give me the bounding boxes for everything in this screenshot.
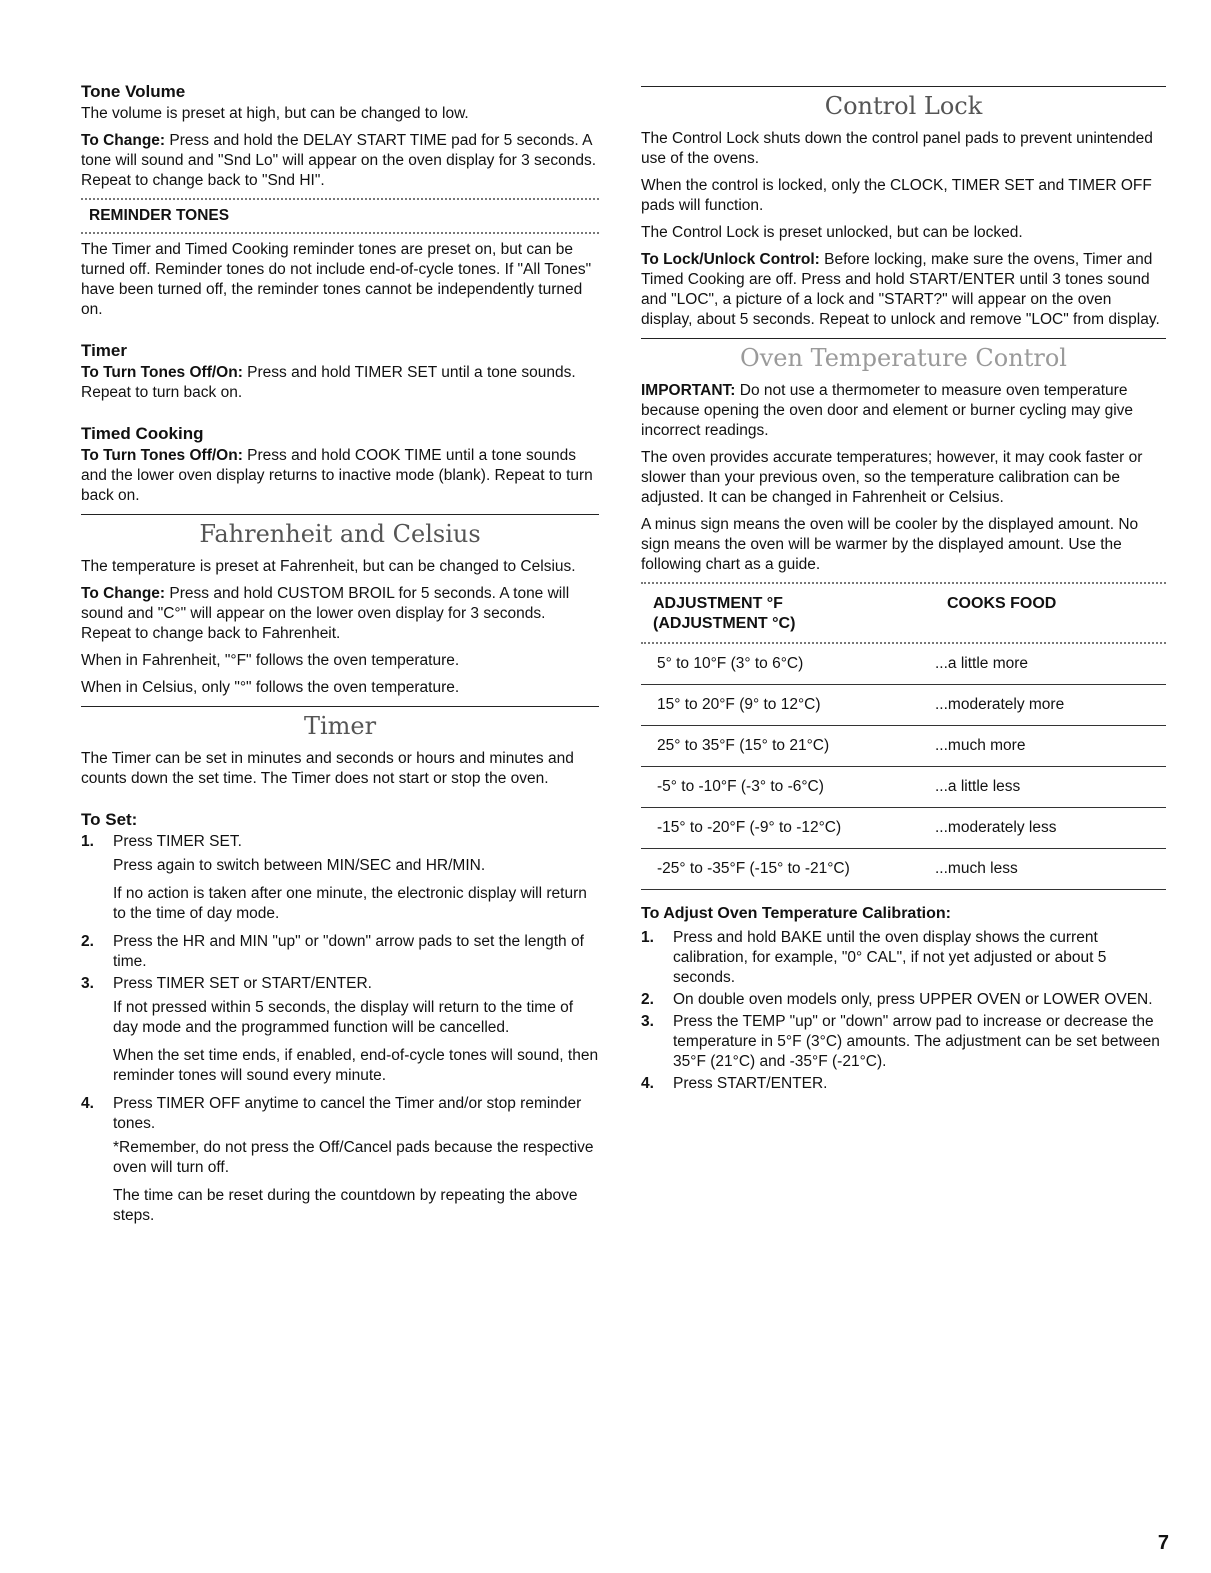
to-set-heading: To Set: <box>81 810 138 829</box>
timed-cooking-body: Press and hold COOK TIME until a tone sounds and the lower oven display returns to inactive mode (blank). Repeat to turn back on. <box>81 447 593 504</box>
step-text: Press TIMER SET. <box>113 833 242 850</box>
reminder-tones-heading: REMINDER TONES <box>89 207 230 224</box>
timer-tones-text <box>81 363 599 403</box>
right-column <box>641 82 1166 1096</box>
oven-temp-text-2: The oven provides accurate temperatures; however, it may cook faster or slower than your previous oven, so the temperature calibration can be adjusted. It can be changed in Fahrenheit or Celsius. <box>641 449 1143 506</box>
step-note: Press again to switch between MIN/SEC and HR/MIN. <box>113 857 486 874</box>
divider <box>81 198 599 200</box>
table-row <box>641 644 1166 685</box>
fahrenheit-note: When in Fahrenheit, "°F" follows the oven temperature. <box>81 652 460 669</box>
oven-temp-title: Oven Temperature Control <box>740 344 1067 372</box>
list-item <box>641 1074 1166 1094</box>
list-item <box>641 928 1166 988</box>
cooks-food-cell: ...much less <box>935 849 1166 890</box>
left-column <box>81 82 599 1234</box>
change-label: To Change: <box>81 132 166 149</box>
step-text: Press the TEMP "up" or "down" arrow pad to increase or decrease the temperature in 5°F (3°C) amounts. The adjustment can be set between 35°F (21°C) and -35°F (-21°C). <box>673 1013 1160 1070</box>
fahrenheit-text: The temperature is preset at Fahrenheit, but can be changed to Celsius. <box>81 558 576 575</box>
control-lock-instructions <box>641 250 1166 330</box>
adjustment-cell: -5° to -10°F (-3° to -6°C) <box>641 767 935 808</box>
timer-tones-heading: Timer <box>81 341 127 360</box>
step-text: Press TIMER OFF anytime to cancel the Timer and/or stop reminder tones. <box>113 1095 582 1132</box>
step-text: Press the HR and MIN "up" or "down" arrow pads to set the length of time. <box>113 933 584 970</box>
adjustment-cell: -15° to -20°F (-9° to -12°C) <box>641 808 935 849</box>
step-number: 1. <box>641 929 654 946</box>
timer-steps-list <box>81 832 599 1226</box>
step-number: 4. <box>81 1095 94 1112</box>
list-item <box>641 1012 1166 1072</box>
adjustment-table <box>641 590 1166 890</box>
table-row <box>641 685 1166 726</box>
adjustment-header <box>641 590 935 640</box>
timer-title: Timer <box>303 712 377 740</box>
tone-volume-change <box>81 131 599 191</box>
change-text: Press and hold the DELAY START TIME pad for 5 seconds. A tone will sound and "Snd Lo" will appear on the oven display for 3 seconds. Repeat to change back to "Snd HI". <box>81 132 597 189</box>
step-number: 3. <box>641 1013 654 1030</box>
control-lock-text-2: When the control is locked, only the CLOCK, TIMER SET and TIMER OFF pads will function. <box>641 177 1152 214</box>
step-number: 3. <box>81 975 94 992</box>
cooks-food-header: COOKS FOOD <box>947 595 1057 612</box>
adjustment-cell: 5° to 10°F (3° to 6°C) <box>641 644 935 685</box>
section-rule <box>641 338 1166 339</box>
important-text <box>641 381 1166 441</box>
fahrenheit-change <box>81 584 599 644</box>
table-header <box>641 590 1166 640</box>
list-item <box>641 990 1166 1010</box>
step-note: The time can be reset during the countdown by repeating the above steps. <box>113 1187 578 1224</box>
fahrenheit-change-body: Press and hold CUSTOM BROIL for 5 seconds. A tone will sound and "C°" will appear on the lower oven display for 3 seconds. Repeat to change back to Fahrenheit. <box>81 585 570 642</box>
list-item <box>81 1094 599 1226</box>
step-note: When the set time ends, if enabled, end-of-cycle tones will sound, then reminder tones will sound every minute. <box>113 1047 599 1084</box>
section-rule <box>81 706 599 707</box>
step-number: 2. <box>81 933 94 950</box>
cooks-food-cell: ...much more <box>935 726 1166 767</box>
step-number: 2. <box>641 991 654 1008</box>
adjustment-cell: 15° to 20°F (9° to 12°C) <box>641 685 935 726</box>
fahrenheit-celsius-title: Fahrenheit and Celsius <box>199 520 481 548</box>
timer-text: The Timer can be set in minutes and seconds or hours and minutes and counts down the set time. The Timer does not start or stop the oven. <box>81 750 574 787</box>
oven-temp-text-3: A minus sign means the oven will be cooler by the displayed amount. No sign means the oven will be warmer by the displayed amount. Use the following chart as a guide. <box>641 516 1139 573</box>
divider <box>641 582 1166 584</box>
page-number: 7 <box>1157 1532 1169 1554</box>
calibration-steps-list <box>641 928 1166 1094</box>
step-number: 1. <box>81 833 94 850</box>
list-item <box>81 832 599 924</box>
step-text: On double oven models only, press UPPER OVEN or LOWER OVEN. <box>673 991 1153 1008</box>
cooks-food-cell: ...a little more <box>935 644 1166 685</box>
list-item <box>81 932 599 972</box>
step-note: *Remember, do not press the Off/Cancel pads because the respective oven will turn off. <box>113 1139 594 1176</box>
cooks-food-cell: ...moderately less <box>935 808 1166 849</box>
tone-volume-text: The volume is preset at high, but can be changed to low. <box>81 105 469 122</box>
table-row <box>641 808 1166 849</box>
important-label: IMPORTANT: <box>641 382 736 399</box>
divider <box>81 232 599 234</box>
timed-cooking-heading: Timed Cooking <box>81 424 204 443</box>
table-row <box>641 726 1166 767</box>
adjustment-cell: 25° to 35°F (15° to 21°C) <box>641 726 935 767</box>
table-row <box>641 767 1166 808</box>
section-rule <box>81 514 599 515</box>
step-number: 4. <box>641 1075 654 1092</box>
adjust-calibration-heading: To Adjust Oven Temperature Calibration: <box>641 905 951 922</box>
table-row <box>641 849 1166 890</box>
fahrenheit-change-label: To Change: <box>81 585 166 602</box>
celsius-note: When in Celsius, only "°" follows the oven temperature. <box>81 679 460 696</box>
timer-tones-label: To Turn Tones Off/On: <box>81 364 243 381</box>
timed-cooking-label: To Turn Tones Off/On: <box>81 447 243 464</box>
control-lock-text: The Control Lock shuts down the control panel pads to prevent unintended use of the ovens. <box>641 130 1153 167</box>
control-lock-title: Control Lock <box>824 92 983 120</box>
cooks-food-cell: ...a little less <box>935 767 1166 808</box>
timer-tones-body: Press and hold TIMER SET until a tone sounds. Repeat to turn back on. <box>81 364 576 401</box>
section-rule <box>641 86 1166 87</box>
adjustment-f-header: ADJUSTMENT °F <box>653 595 783 612</box>
timed-cooking-text <box>81 446 599 506</box>
lock-label: To Lock/Unlock Control: <box>641 251 820 268</box>
lock-body: Before locking, make sure the ovens, Timer and Timed Cooking are off. Press and hold START/ENTER until 3 tones sound and "LOC", a picture of a lock and "START?" will appear on the oven display, about 5 seconds. Repeat to unlock and remove "LOC" from display. <box>641 251 1160 328</box>
list-item <box>81 974 599 1086</box>
cooks-food-cell: ...moderately more <box>935 685 1166 726</box>
important-body: Do not use a thermometer to measure oven temperature because opening the oven door and element or burner cycling may give incorrect readings. <box>641 382 1134 439</box>
step-note: If no action is taken after one minute, the electronic display will return to the time of day mode. <box>113 885 587 922</box>
control-lock-text-3: The Control Lock is preset unlocked, but can be locked. <box>641 224 1023 241</box>
tone-volume-heading: Tone Volume <box>81 82 186 101</box>
adjustment-c-header: (ADJUSTMENT °C) <box>653 615 796 632</box>
step-text: Press START/ENTER. <box>673 1075 828 1092</box>
step-text: Press and hold BAKE until the oven display shows the current calibration, for example, "0° CAL", if not yet adjusted or about 5 seconds. <box>673 929 1107 986</box>
step-text: Press TIMER SET or START/ENTER. <box>113 975 372 992</box>
step-note: If not pressed within 5 seconds, the display will return to the time of day mode and the programmed function will be cancelled. <box>113 999 574 1036</box>
adjustment-cell: -25° to -35°F (-15° to -21°C) <box>641 849 935 890</box>
reminder-tones-text: The Timer and Timed Cooking reminder tones are preset on, but can be turned off. Reminder tones do not include end-of-cycle tones. If "All Tones" have been turned off, the reminder tones cannot be independently turned on. <box>81 241 592 318</box>
